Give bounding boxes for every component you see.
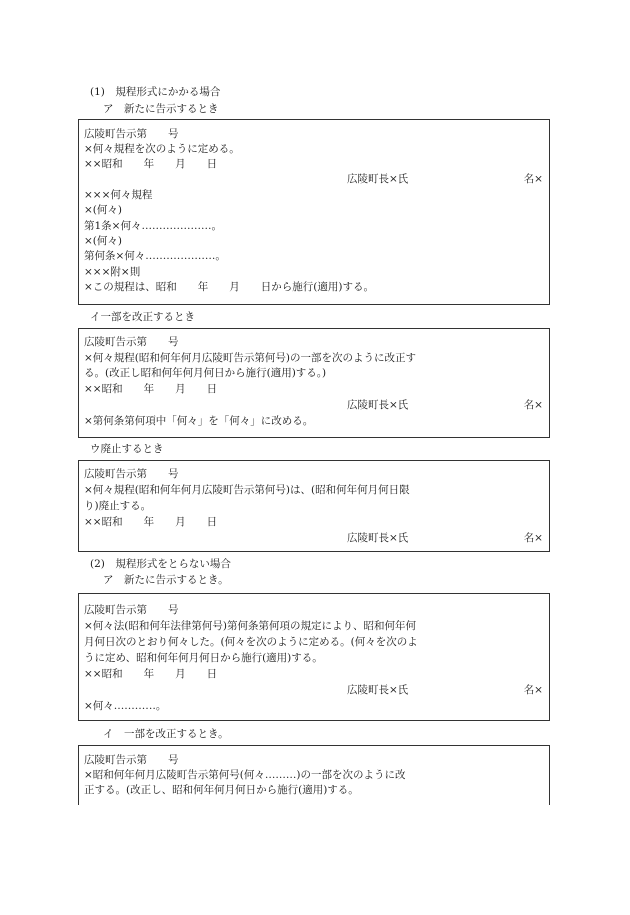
box-line: ×××附×則 xyxy=(84,266,141,278)
box-line: ××昭和 年 月 日 xyxy=(84,158,218,170)
signer-suffix: 名× xyxy=(523,532,543,544)
box-line: ××昭和 年 月 日 xyxy=(84,668,218,680)
box-line: ×(何々) xyxy=(84,204,122,216)
section1-u-box xyxy=(78,460,550,552)
box-line: ×第何条第何項中「何々」を「何々」に改める。 xyxy=(84,415,314,427)
box-line: ×(何々) xyxy=(84,235,122,247)
box-line: 広陵町告示第 号 xyxy=(84,128,179,140)
signer-name: 広陵町長×氏 xyxy=(347,532,409,544)
section2-heading: (2) 規程形式をとらない場合 xyxy=(90,558,231,570)
box-line: ×この規程は、昭和 年 月 日から施行(適用)する。 xyxy=(84,281,374,293)
signer-suffix: 名× xyxy=(523,173,543,185)
section2-a-heading: ア 新たに告示するとき。 xyxy=(103,574,229,586)
box-line: る。(改正し昭和何年何月何日から施行(適用)する。) xyxy=(84,367,327,379)
section1-i-box xyxy=(78,328,550,438)
box-line: 月何日次のとおり何々した。(何々を次のように定める。(何々を次のよ xyxy=(84,636,418,648)
box-line: ×昭和何年何月広陵町告示第何号(何々………)の一部を次のように改 xyxy=(84,769,406,781)
box-line: うに定め、昭和何年何月何日から施行(適用)する。 xyxy=(84,652,323,664)
box-line: ×何々規程(昭和何年何月広陵町告示第何号)は、(昭和何年何月何日限 xyxy=(84,484,410,496)
section2-i-heading: イ 一部を改正するとき。 xyxy=(103,728,229,740)
signer-suffix: 名× xyxy=(523,399,543,411)
box-line: ××昭和 年 月 日 xyxy=(84,516,218,528)
section1-a-heading: ア 新たに告示するとき xyxy=(103,103,219,115)
section2-a-box xyxy=(78,593,550,721)
box-line: 広陵町告示第 号 xyxy=(84,336,179,348)
box-line: ×何々‥‥‥‥‥‥。 xyxy=(84,700,167,712)
box-line: ×何々規程を次のように定める。 xyxy=(84,143,240,155)
box-line: 第1条×何々‥‥‥‥‥‥‥‥‥‥。 xyxy=(84,220,223,232)
box-line: ×何々法(昭和何年法律第何号)第何条第何項の規定により、昭和何年何 xyxy=(84,620,416,632)
box-line: 正する。(改正し、昭和何年何月何日から施行(適用)する。 xyxy=(84,784,359,796)
box-line: 広陵町告示第 号 xyxy=(84,754,179,766)
box-line: 第何条×何々‥‥‥‥‥‥‥‥‥‥。 xyxy=(84,250,226,262)
signer-suffix: 名× xyxy=(523,684,543,696)
signer-name: 広陵町長×氏 xyxy=(347,684,409,696)
section2-i-box xyxy=(78,745,550,805)
section1-a-box xyxy=(78,119,550,305)
signer-name: 広陵町長×氏 xyxy=(347,173,409,185)
box-line: 広陵町告示第 号 xyxy=(84,468,179,480)
box-line: り)廃止する。 xyxy=(84,500,152,512)
box-line: ×何々規程(昭和何年何月広陵町告示第何号)の一部を次のように改正す xyxy=(84,352,416,364)
box-line: 広陵町告示第 号 xyxy=(84,604,179,616)
signer-name: 広陵町長×氏 xyxy=(347,399,409,411)
section1-u-heading: ウ廃止するとき xyxy=(90,443,164,455)
box-line: ××昭和 年 月 日 xyxy=(84,383,218,395)
section1-i-heading: イ一部を改正するとき xyxy=(90,311,195,323)
box-line: ×××何々規程 xyxy=(84,189,153,201)
section1-heading: (1) 規程形式にかかる場合 xyxy=(90,86,221,98)
